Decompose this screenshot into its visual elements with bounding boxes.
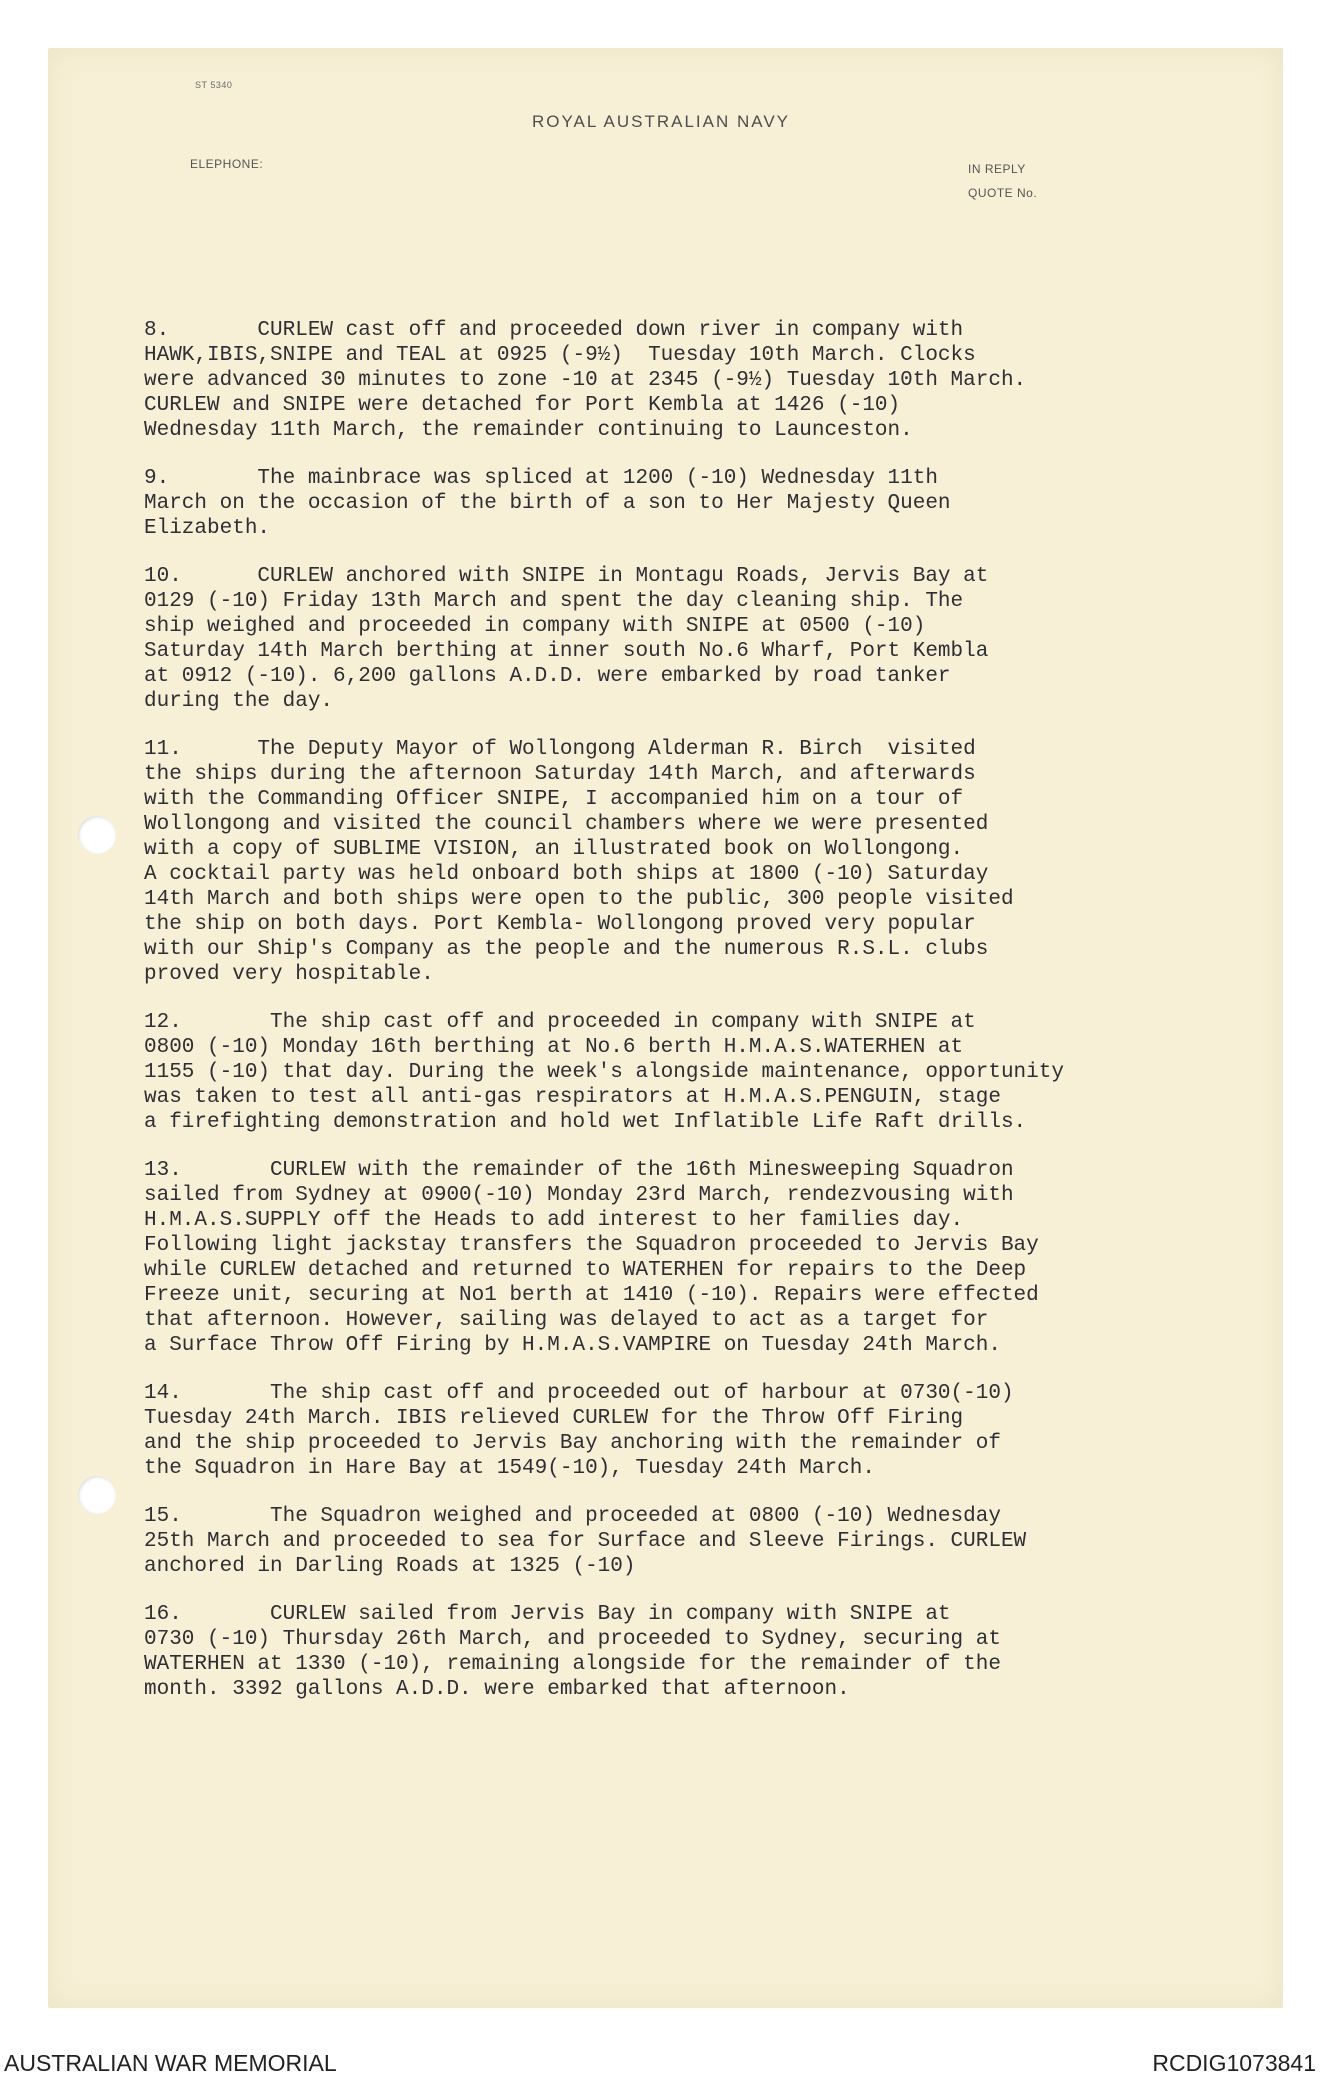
report-body [144,318,1234,1725]
reply-line-1: IN REPLY [968,162,1026,176]
paragraph-16: 16. CURLEW sailed from Jervis Bay in company with SNIPE at 0730 (-10) Thursday 26th March, and proceeded to Sydney, securing at WATERHEN at 1330 (-10), remaining alongside for the remainder of the month. 3392 gallons A.D.D. were embarked that afternoon. [144,1603,1001,1701]
letterhead-title: ROYAL AUSTRALIAN NAVY [531,112,791,131]
punch-hole [78,1476,116,1514]
form-code: ST 5340 [195,80,233,90]
reply-reference [968,157,1037,205]
paragraph-14: 14. The ship cast off and proceeded out of harbour at 0730(-10) Tuesday 24th March. IBIS relieved CURLEW for the Throw Off Firing and the ship proceeded to Jervis Bay anchoring with the remainder of the Squadron in Hare Bay at 1549(-10), Tuesday 24th March. [144,1382,1014,1480]
paragraph-15: 15. The Squadron weighed and proceeded at 0800 (-10) Wednesday 25th March and proceeded to sea for Surface and Sleeve Firings. CURLEW anchored in Darling Roads at 1325 (-10) [144,1505,1027,1578]
paragraph-9: 9. The mainbrace was spliced at 1200 (-10) Wednesday 11th March on the occasion of the birth of a son to Her Majesty Queen Elizabeth. [144,467,951,540]
paragraph-13: 13. CURLEW with the remainder of the 16th Minesweeping Squadron sailed from Sydney at 0900(-10) Monday 23rd March, rendezvousing with H.M.A.S.SUPPLY off the Heads to add interest to her families day. Following light jackstay transfers the Squadron proceeded to Jervis Bay while CURLEW detached and returned to WATERHEN for repairs to the Deep Freeze unit, securing at No1 berth at 1410 (-10). Repairs were effected that afternoon. However, sailing was delayed to act as a target for a Surface Throw Off Firing by H.M.A.S.VAMPIRE on Tuesday 24th March. [144,1159,1039,1357]
paragraph-8: 8. CURLEW cast off and proceeded down river in company with HAWK,IBIS,SNIPE and TEAL at 0925 (-9½) Tuesday 10th March. Clocks were advanced 30 minutes to zone -10 at 2345 (-9½) Tuesday 10th March. CURLEW and SNIPE were detached for Port Kembla at 1426 (-10) Wednesday 11th March, the remainder continuing to Launceston. [144,319,1027,442]
reply-line-2: QUOTE No. [968,186,1038,200]
paragraph-11: 11. The Deputy Mayor of Wollongong Alderman R. Birch visited the ships during the afternoon Saturday 14th March, and afterwards with the Commanding Officer SNIPE, I accompanied him on a tour of Wollongong and visited the council chambers where we were presented with a copy of SUBLIME VISION, an illustrated book on Wollongong. A cocktail party was held onboard both ships at 1800 (-10) Saturday 14th March and both ships were open to the public, 300 people visited the ship on both days. Port Kembla- Wollongong proved very popular with our Ship's Company as the people and the numerous R.S.L. clubs proved very hospitable. [144,738,1014,986]
paragraph-12: 12. The ship cast off and proceeded in company with SNIPE at 0800 (-10) Monday 16th berthing at No.6 berth H.M.A.S.WATERHEN at 1155 (-10) that day. During the week's alongside maintenance, opportunity was taken to test all anti-gas respirators at H.M.A.S.PENGUIN, stage a firefighting demonstration and hold wet Inflatible Life Raft drills. [144,1011,1064,1134]
paragraph-10: 10. CURLEW anchored with SNIPE in Montagu Roads, Jervis Bay at 0129 (-10) Friday 13th March and spent the day cleaning ship. The ship weighed and proceeded in company with SNIPE at 0500 (-10) Saturday 14th March berthing at inner south No.6 Wharf, Port Kembla at 0912 (-10). 6,200 gallons A.D.D. were embarked by road tanker during the day. [144,565,989,713]
footer-archive-name: AUSTRALIAN WAR MEMORIAL [4,2050,337,2076]
punch-hole [78,816,116,854]
footer-record-id: RCDIG1073841 [1152,2050,1316,2076]
telephone-label: ELEPHONE: [190,157,264,171]
